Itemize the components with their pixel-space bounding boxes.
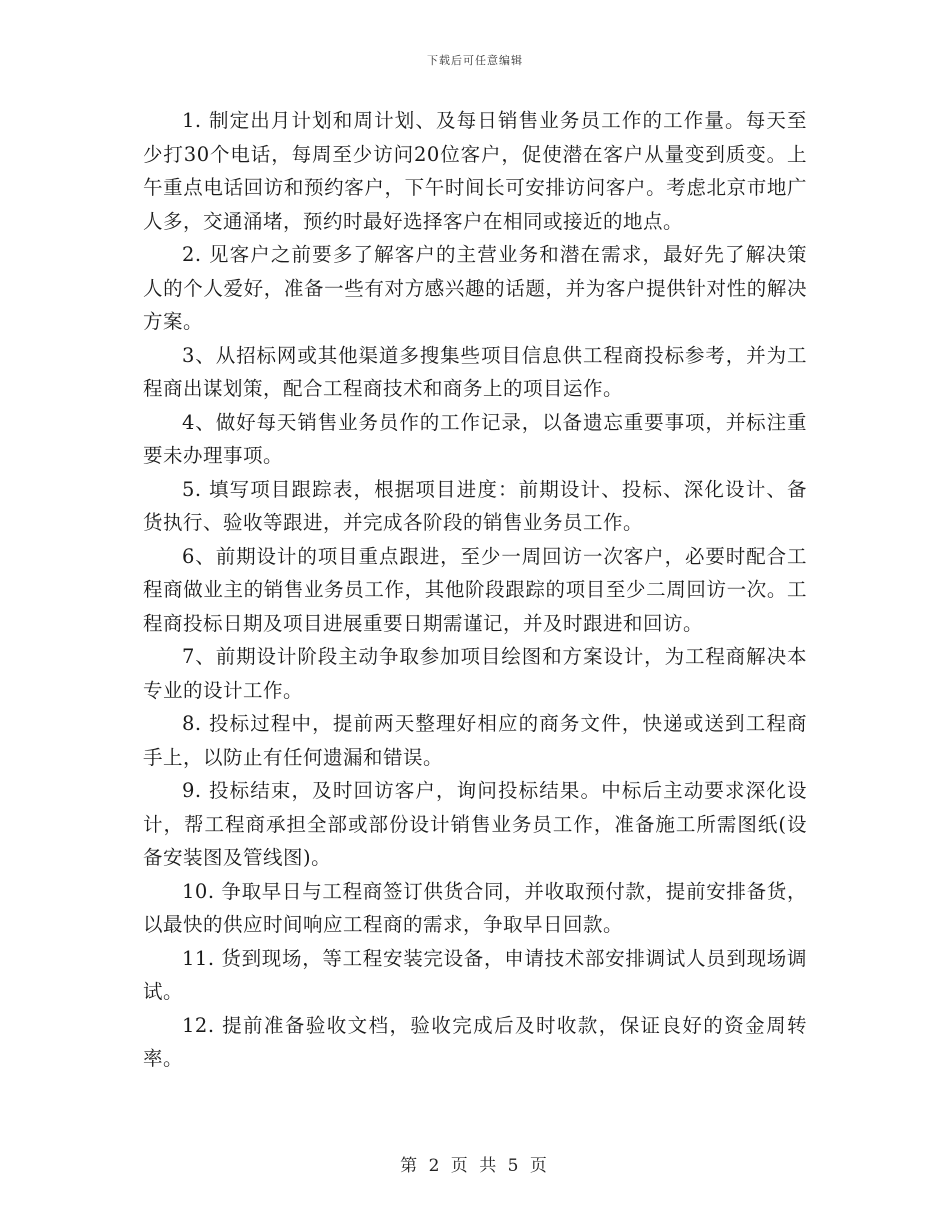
paragraph-7: 7、前期设计阶段主动争取参加项目绘图和方案设计，为工程商解决本专业的设计工作。 xyxy=(143,645,807,702)
page-number: 第 2 页 共 5 页 xyxy=(400,1156,550,1176)
paragraph-9: 9. 投标结束，及时回访客户，询问投标结果。中标后主动要求深化设计，帮工程商承担全部或部份设计销售业务员工作，准备施工所需图纸(设备安装图及管线图)。 xyxy=(143,779,807,869)
paragraph-2: 2. 见客户之前要多了解客户的主营业务和潜在需求，最好先了解决策人的个人爱好，准备一些有对方感兴趣的话题，并为客户提供针对性的解决方案。 xyxy=(143,243,807,333)
page-header: 下载后可任意编辑 xyxy=(427,54,523,67)
paragraph-8: 8. 投标过程中，提前两天整理好相应的商务文件，快递或送到工程商手上，以防止有任何遗漏和错误。 xyxy=(143,712,807,769)
paragraph-3: 3、从招标网或其他渠道多搜集些项目信息供工程商投标参考，并为工程商出谋划策，配合工程商技术和商务上的项目运作。 xyxy=(143,343,807,400)
paragraph-6: 6、前期设计的项目重点跟进，至少一周回访一次客户，必要时配合工程商做业主的销售业务员工作，其他阶段跟踪的项目至少二周回访一次。工程商投标日期及项目进展重要日期需谨记，并及时跟进和回访。 xyxy=(143,544,807,635)
paragraph-1: 1. 制定出月计划和周计划、及每日销售业务员工作的工作量。每天至少打30个电话，每周至少访问20位客户，促使潜在客户从量变到质变。上午重点电话回访和预约客户，下午时间长可安排访问客户。考虑北京市地广人多，交通涌堵，预约时最好选择客户在相同或接近的地点。 xyxy=(143,109,807,233)
paragraph-11: 11. 货到现场，等工程安装完设备，申请技术部安排调试人员到现场调试。 xyxy=(143,946,807,1003)
document-body xyxy=(143,104,807,1076)
paragraph-4: 4、做好每天销售业务员作的工作记录，以备遗忘重要事项，并标注重要未办理事项。 xyxy=(143,410,807,467)
paragraph-10: 10. 争取早日与工程商签订供货合同，并收取预付款，提前安排备货，以最快的供应时间响应工程商的需求，争取早日回款。 xyxy=(143,879,807,936)
paragraph-5: 5. 填写项目跟踪表，根据项目进度：前期设计、投标、深化设计、备货执行、验收等跟进，并完成各阶段的销售业务员工作。 xyxy=(143,477,807,534)
paragraph-12: 12. 提前准备验收文档，验收完成后及时收款，保证良好的资金周转率。 xyxy=(143,1013,807,1070)
